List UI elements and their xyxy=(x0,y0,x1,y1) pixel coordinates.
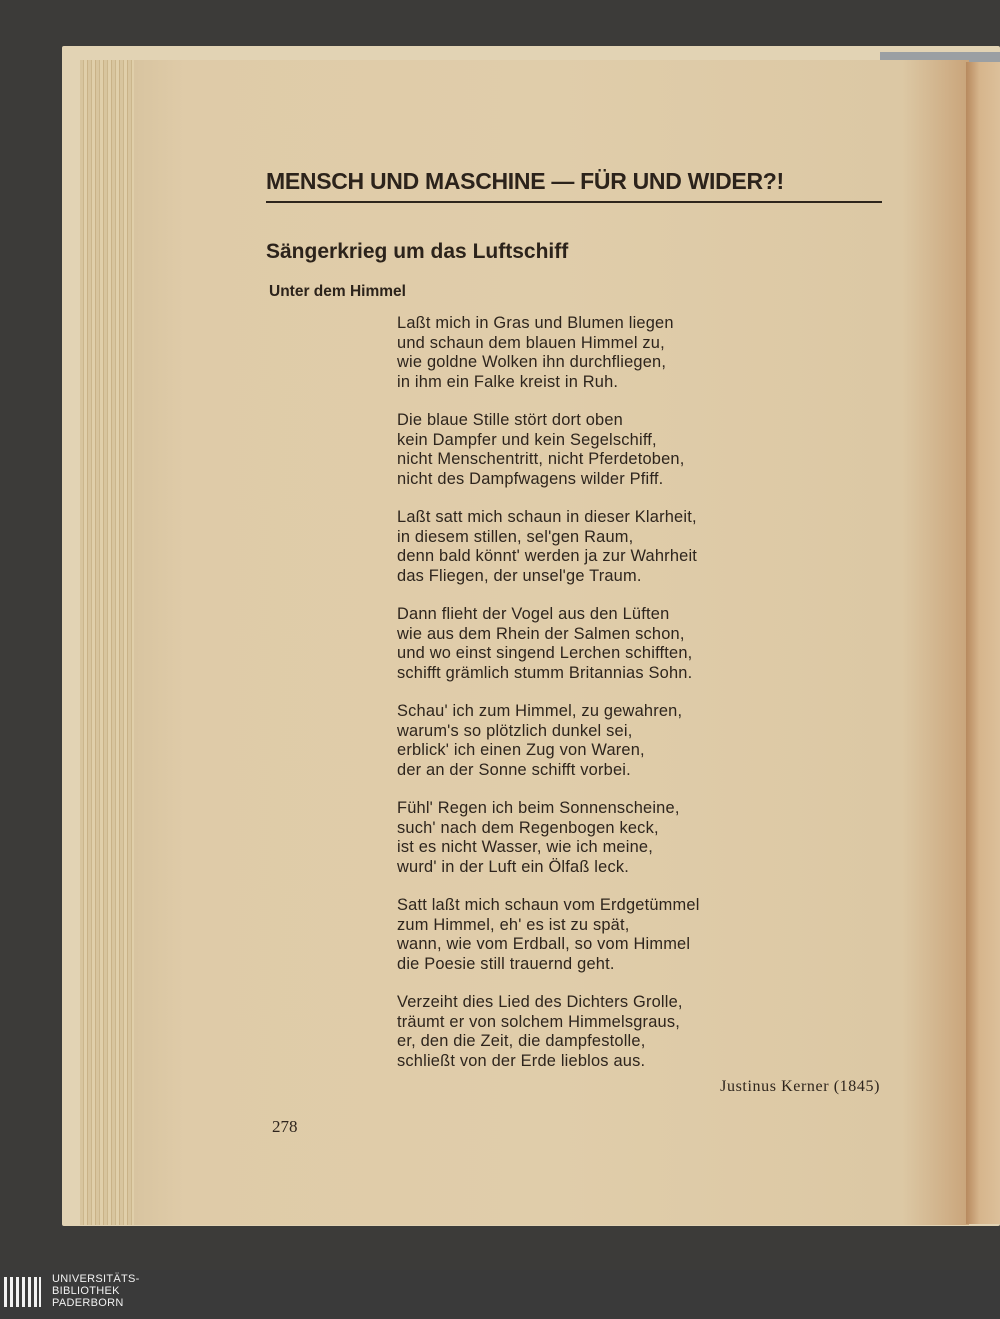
page-edges xyxy=(80,60,140,1225)
stanza xyxy=(397,702,817,780)
poem-line: Laßt satt mich schaun in dieser Klarheit, xyxy=(397,508,697,526)
library-name-line: BIBLIOTHEK xyxy=(52,1285,120,1297)
poem-title: Sängerkrieg um das Luftschiff xyxy=(266,240,569,263)
poem-line: Laßt mich in Gras und Blumen liegen xyxy=(397,314,674,332)
poem-line: kein Dampfer und kein Segelschiff, xyxy=(397,430,657,449)
poem-line: erblick' ich einen Zug von Waren, xyxy=(397,741,645,759)
facing-page-edge xyxy=(966,62,1000,1224)
library-name xyxy=(52,1273,140,1309)
poem-line: nicht Menschentritt, nicht Pferdetoben, xyxy=(397,450,685,468)
poem-body xyxy=(397,314,817,1090)
poem-line: wie goldne Wolken ihn durchfliegen, xyxy=(397,353,667,371)
poem-line: in ihm ein Falke kreist in Ruh. xyxy=(397,372,619,391)
library-name-line: UNIVERSITÄTS- xyxy=(52,1273,140,1285)
poem-line: nicht des Dampfwagens wilder Pfiff. xyxy=(397,469,664,488)
poem-line: wie aus dem Rhein der Salmen schon, xyxy=(397,624,685,643)
poem-subtitle: Unter dem Himmel xyxy=(269,283,406,300)
poem-line: die Poesie still trauernd geht. xyxy=(397,954,615,973)
library-name-line: PADERBORN xyxy=(52,1297,124,1309)
poem-line: Dann flieht der Vogel aus den Lüften xyxy=(397,605,670,623)
poem-line: schließt von der Erde lieblos aus. xyxy=(397,1051,646,1070)
poem-line: das Fliegen, der unsel'ge Traum. xyxy=(397,566,642,585)
poem-line: und wo einst singend Lerchen schifften, xyxy=(397,644,693,662)
stanza xyxy=(397,605,817,683)
poem-line: Die blaue Stille stört dort oben xyxy=(397,411,623,429)
stanza xyxy=(397,411,817,489)
poem-line: der an der Sonne schifft vorbei. xyxy=(397,760,631,779)
poem-line: Verzeiht dies Lied des Dichters Grolle, xyxy=(397,993,683,1011)
poem-line: in diesem stillen, sel'gen Raum, xyxy=(397,527,634,546)
stanza xyxy=(397,993,817,1071)
stanza xyxy=(397,508,817,586)
poem-line: schifft grämlich stumm Britannias Sohn. xyxy=(397,663,693,682)
stanza xyxy=(397,314,817,392)
poem-line: Satt laßt mich schaun vom Erdgetümmel xyxy=(397,896,700,914)
poem-line: Schau' ich zum Himmel, zu gewahren, xyxy=(397,702,683,720)
poem-line: träumt er von solchem Himmelsgraus, xyxy=(397,1012,680,1031)
library-logo-icon xyxy=(4,1273,42,1309)
poem-line: und schaun dem blauen Himmel zu, xyxy=(397,333,665,352)
poem-line: Fühl' Regen ich beim Sonnenscheine, xyxy=(397,799,680,817)
poem-line: er, den die Zeit, die dampfestolle, xyxy=(397,1032,646,1050)
heading-rule xyxy=(266,201,882,203)
poem-line: denn bald könnt' werden ja zur Wahrheit xyxy=(397,547,698,565)
stanza xyxy=(397,896,817,974)
poem-line: warum's so plötzlich dunkel sei, xyxy=(397,721,633,740)
author-attribution: Justinus Kerner (1845) xyxy=(720,1078,880,1095)
page-number: 278 xyxy=(272,1117,298,1136)
chapter-heading: MENSCH UND MASCHINE — FÜR UND WIDER?! xyxy=(266,168,784,194)
poem-line: ist es nicht Wasser, wie ich meine, xyxy=(397,838,653,856)
poem-line: zum Himmel, eh' es ist zu spät, xyxy=(397,915,630,934)
poem-line: wurd' in der Luft ein Ölfaß leck. xyxy=(397,857,630,876)
poem-line: wann, wie vom Erdball, so vom Himmel xyxy=(397,935,691,953)
library-footer xyxy=(0,1270,1000,1319)
stanza xyxy=(397,799,817,877)
poem-line: such' nach dem Regenbogen keck, xyxy=(397,818,659,837)
